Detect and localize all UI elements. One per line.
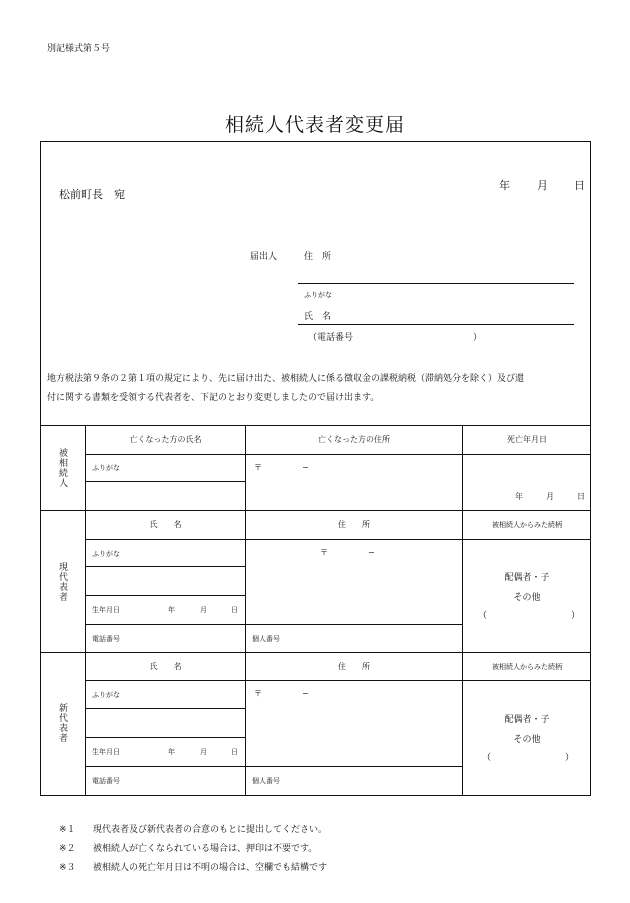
notifier-phone-close: ） xyxy=(473,333,483,343)
notifier-phone-open: （電話番号 xyxy=(308,333,354,343)
current-birth-label: 生年月日 xyxy=(92,606,120,614)
current-row-label: 現代表者 xyxy=(57,562,67,602)
date-year-label: 年 xyxy=(499,179,510,192)
current-birth-month: 月 xyxy=(200,606,207,614)
deceased-furigana-label: ふりがな xyxy=(92,464,120,472)
current-col-relation: 被相続人からみた続柄 xyxy=(492,521,562,529)
new-birth-day: 日 xyxy=(231,748,238,756)
deceased-name-field[interactable] xyxy=(86,482,245,510)
deceased-postal: 〒 − xyxy=(254,463,309,472)
new-postal: 〒 − xyxy=(254,689,309,698)
note-2-mark: ※２ xyxy=(59,844,76,854)
new-col-address: 住 所 xyxy=(338,662,370,671)
new-relation-option-1: 配偶者・子 xyxy=(504,715,550,725)
date-month-label: 月 xyxy=(537,179,548,192)
notifier-address-label: 住 所 xyxy=(304,252,332,262)
new-row-label: 新代表者 xyxy=(57,703,67,743)
deceased-address-field[interactable] xyxy=(246,455,462,510)
current-relation-paren-open: （ xyxy=(478,611,488,621)
current-address-field[interactable] xyxy=(246,540,462,624)
note-2-text: 被相続人が亡くなられている場合は、押印は不要です。 xyxy=(93,844,318,854)
new-relation-paren-close: ） xyxy=(565,753,575,763)
deceased-row-label: 被相続人 xyxy=(57,448,67,488)
section-divider xyxy=(40,652,591,653)
current-personal-no-label: 個人番号 xyxy=(252,635,280,643)
notifier-name-line[interactable] xyxy=(298,324,574,325)
new-phone-divider xyxy=(86,766,462,767)
note-1-mark: ※１ xyxy=(59,825,76,835)
section-divider xyxy=(40,510,591,511)
deceased-death-year: 年 xyxy=(515,492,523,501)
current-name-field[interactable] xyxy=(86,567,245,595)
deceased-col-address: 亡くなった方の住所 xyxy=(318,435,390,444)
new-relation-option-2: その他 xyxy=(513,735,541,745)
current-furigana-label: ふりがな xyxy=(92,550,120,558)
statement-line-2: 付に関する書類を受領する代表者を、下記のとおり変更しましたので届け出ます。 xyxy=(47,393,380,403)
note-3-mark: ※３ xyxy=(59,863,76,873)
new-name-field[interactable] xyxy=(86,709,245,737)
table-top-border xyxy=(40,425,591,426)
note-1-text: 現代表者及び新代表者の合意のもとに提出してください。 xyxy=(93,825,328,835)
new-col-relation: 被相続人からみた続柄 xyxy=(492,663,562,671)
new-name-line xyxy=(86,737,245,738)
deceased-death-month: 月 xyxy=(546,492,554,501)
new-birth-label: 生年月日 xyxy=(92,748,120,756)
note-3-text: 被相続人の死亡年月日は不明の場合は、空欄でも結構です xyxy=(93,863,328,873)
new-relation-paren-open: （ xyxy=(482,753,492,763)
new-address-field[interactable] xyxy=(246,681,462,766)
current-col-name: 氏 名 xyxy=(149,520,182,529)
current-phone-label: 電話番号 xyxy=(92,635,120,643)
date-day-label: 日 xyxy=(574,179,585,192)
statement-line-1: 地方税法第９条の２第１項の規定により、先に届け出た、被相続人に係る徴収金の課税納税（滞納処分を除く）及び還 xyxy=(47,374,525,384)
current-relation-option-1: 配偶者・子 xyxy=(504,573,550,583)
deceased-col-death-date: 死亡年月日 xyxy=(507,435,547,444)
deceased-col-name: 亡くなった方の氏名 xyxy=(129,435,202,444)
new-birth-month: 月 xyxy=(200,748,207,756)
notifier-name-label: 氏 名 xyxy=(304,312,332,322)
current-birth-day: 日 xyxy=(231,606,238,614)
form-number: 別記様式第５号 xyxy=(47,44,111,54)
current-postal: 〒 − xyxy=(320,548,375,557)
new-personal-no-label: 個人番号 xyxy=(252,777,280,785)
notifier-label: 届出人 xyxy=(250,252,278,262)
current-birth-year: 年 xyxy=(168,606,175,614)
current-relation-option-2: その他 xyxy=(513,593,541,603)
new-furigana-label: ふりがな xyxy=(92,691,120,699)
form-title: 相続人代表者変更届 xyxy=(224,114,405,136)
new-birth-year: 年 xyxy=(168,748,175,756)
new-col-name: 氏 名 xyxy=(149,662,182,671)
current-name-line xyxy=(86,595,245,596)
current-col-address: 住 所 xyxy=(338,520,370,529)
new-phone-label: 電話番号 xyxy=(92,777,120,785)
addressee: 松前町長 宛 xyxy=(59,188,125,201)
current-relation-paren-close: ） xyxy=(571,611,581,621)
deceased-death-day: 日 xyxy=(577,492,585,501)
notifier-furigana-label: ふりがな xyxy=(304,291,332,299)
notifier-address-line[interactable] xyxy=(298,283,574,284)
current-phone-divider xyxy=(86,624,462,625)
